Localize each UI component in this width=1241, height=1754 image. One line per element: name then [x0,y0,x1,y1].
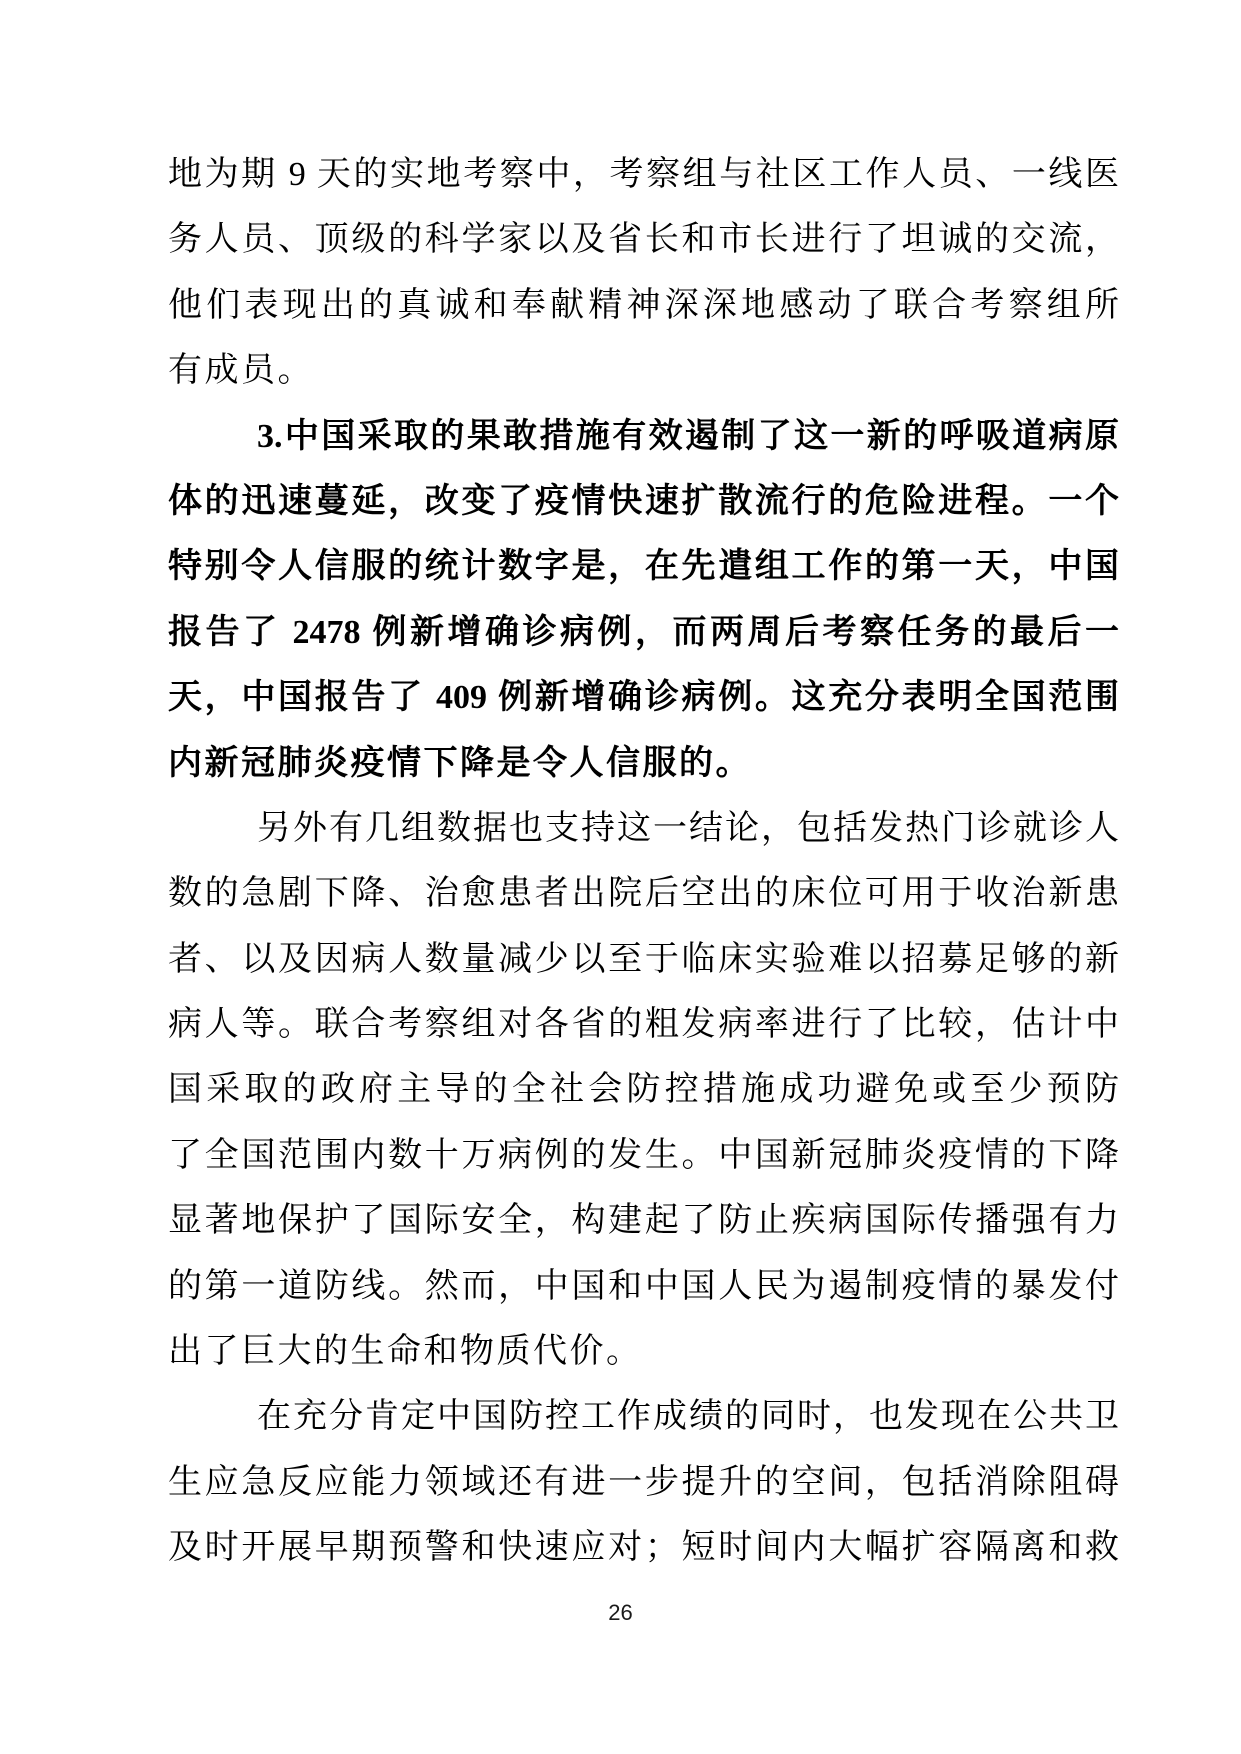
text-line: 的第一道防线。然而，中国和中国人民为遏制疫情的暴发付 [168,1267,1119,1305]
text-line: 生应急反应能力领域还有进一步提升的空间，包括消除阻碍 [168,1463,1119,1501]
text-line: 者、以及因病人数量减少以至于临床实验难以招募足够的新 [168,940,1119,978]
text-line: 天，中国报告了 409 例新增确诊病例。这充分表明全国范围 [168,679,1119,717]
text-line: 体的迅速蔓延，改变了疫情快速扩散流行的危险进程。一个 [168,482,1119,520]
text-line: 地为期 9 天的实地考察中，考察组与社区工作人员、一线医 [168,156,1119,193]
page-number: 26 [608,1600,633,1625]
text-line: 他们表现出的真诚和奉献精神深深地感动了联合考察组所 [168,286,1119,324]
text-line: 显著地保护了国际安全，构建起了防止疾病国际传播强有力 [168,1202,1119,1240]
text-line: 报告了 2478 例新增确诊病例，而两周后考察任务的最后一 [168,613,1119,651]
paragraph-continuation [168,142,1119,404]
text-line: 有成员。 [168,352,314,390]
paragraph-bold-point-3 [168,404,1119,796]
text-line: 了全国范围内数十万病例的发生。中国新冠肺炎疫情的下降 [168,1136,1119,1174]
text-line: 数的急剧下降、治愈患者出院后空出的床位可用于收治新患 [168,875,1119,913]
text-line: 3.中国采取的果敢措施有效遏制了这一新的呼吸道病原 [257,417,1119,455]
text-line: 国采取的政府主导的全社会防控措施成功避免或至少预防 [168,1071,1119,1109]
text-line: 内新冠肺炎疫情下降是令人信服的。 [168,744,752,782]
text-line: 在充分肯定中国防控工作成绩的同时，也发现在公共卫 [257,1398,1119,1436]
text-line: 及时开展早期预警和快速应对；短时间内大幅扩容隔离和救 [168,1529,1119,1567]
paragraph-public-health [168,1384,1119,1580]
text-line: 病人等。联合考察组对各省的粗发病率进行了比较，估计中 [168,1006,1119,1044]
text-line: 出了巨大的生命和物质代价。 [168,1333,643,1371]
text-line: 另外有几组数据也支持这一结论，包括发热门诊就诊人 [257,809,1119,847]
paragraph-supporting-data [168,796,1119,1385]
text-line: 务人员、顶级的科学家以及省长和市长进行了坦诚的交流， [168,221,1119,259]
text-line: 特别令人信服的统计数字是，在先遣组工作的第一天，中国 [168,548,1119,586]
body-text-block [168,142,1119,1581]
